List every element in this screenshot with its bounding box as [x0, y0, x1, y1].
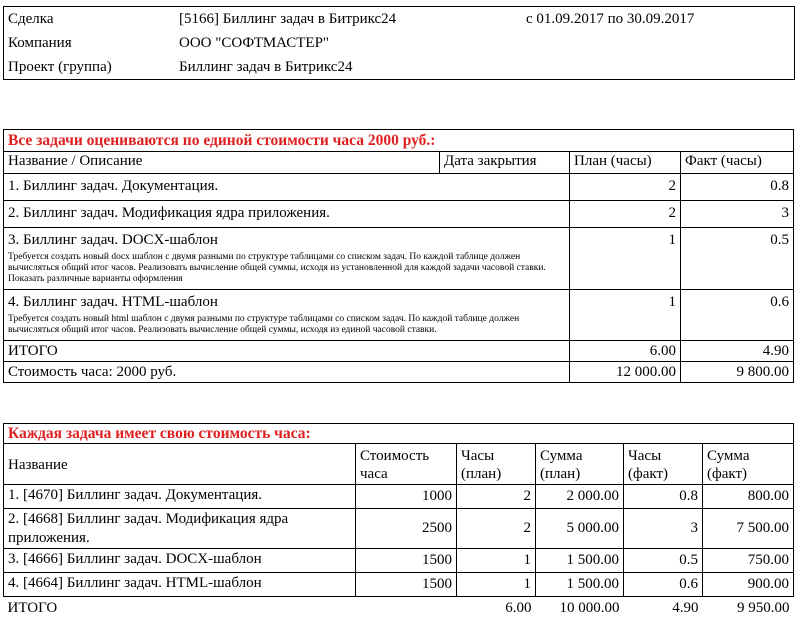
task-plan: 2 — [570, 201, 681, 228]
total-sum-plan: 10 000.00 — [559, 600, 620, 616]
task-sum-fact: 900.00 — [703, 573, 794, 597]
task-hours-plan: 1 — [457, 573, 536, 597]
task-rate: 1500 — [356, 573, 457, 597]
task-name: 2. [4668] Биллинг задач. Модификация ядра приложения. — [4, 509, 356, 549]
cost-label: Стоимость часа: 2000 руб. — [4, 362, 570, 383]
col-fact-hours: Факт (часы) — [681, 152, 794, 174]
task-rate: 1500 — [356, 549, 457, 573]
task-hours-fact: 0.6 — [624, 573, 703, 597]
task-plan: 2 — [570, 174, 681, 201]
table-row — [4, 201, 794, 228]
total-row — [4, 341, 794, 362]
task-sum-plan: 1 500.00 — [536, 549, 624, 573]
col-hours-plan: Часы (план) — [457, 444, 536, 485]
task-hours-plan: 2 — [457, 485, 536, 509]
task-name: 3. Биллинг задач. DOCX-шаблон Требуется создать новый docx шаблон с двумя разными по структуре таблицами со списком задач. По каждой таблице должен вычисляться общий итог часов. Реализовать вычисление общей суммы, исходя из установленной для каждой задачи часовой ставки. Показать различные варианты оформления — [4, 228, 570, 290]
single-rate-column-headers — [4, 152, 794, 174]
deal-label: Сделка — [8, 11, 54, 27]
task-plan: 1 — [570, 228, 681, 290]
table-row — [4, 228, 794, 290]
task-hours-plan: 1 — [457, 549, 536, 573]
task-hours-fact: 0.5 — [624, 549, 703, 573]
col-plan-hours: План (часы) — [570, 152, 681, 174]
col-hours-fact: Часы (факт) — [624, 444, 703, 485]
total-sum-fact: 9 950.00 — [737, 600, 790, 616]
col-sum-plan: Сумма (план) — [536, 444, 624, 485]
task-hours-fact: 3 — [624, 509, 703, 549]
task-name: 3. [4666] Биллинг задач. DOCX-шаблон — [4, 549, 356, 573]
total-label: ИТОГО — [7, 600, 58, 616]
project-value: Биллинг задач в Битрикс24 — [179, 59, 353, 75]
task-sum-plan: 2 000.00 — [536, 485, 624, 509]
task-rate: 1000 — [356, 485, 457, 509]
task-hours-plan: 2 — [457, 509, 536, 549]
cost-fact: 9 800.00 — [681, 362, 794, 383]
task-sum-plan: 5 000.00 — [536, 509, 624, 549]
task-sum-fact: 800.00 — [703, 485, 794, 509]
col-hour-rate: Стоимость часа — [356, 444, 457, 485]
task-description: Требуется создать новый html шаблон с двумя разными по структуре таблицами со списком задач. По каждой таблице должен вычисляться общий итог часов. Реализовать вычисление общей суммы, исходя из единой часовой ставки. — [8, 314, 520, 335]
task-fact: 3 — [681, 201, 794, 228]
task-fact: 0.5 — [681, 228, 794, 290]
task-sum-fact: 750.00 — [703, 549, 794, 573]
task-plan: 1 — [570, 290, 681, 341]
task-description: Требуется создать новый docx шаблон с двумя разными по структуре таблицами со списком задач. По каждой таблице должен вычисляться общий итог часов. Реализовать вычисление общей суммы, исходя из установленной для каждой задачи часовой ставки. Показать различные варианты оформления — [8, 252, 546, 284]
project-label: Проект (группа) — [8, 59, 112, 75]
task-name: 4. Биллинг задач. HTML-шаблон Требуется создать новый html шаблон с двумя разными по структуре таблицами со списком задач. По каждой таблице должен вычисляться общий итог часов. Реализовать вычисление общей суммы, исходя из единой часовой ставки. — [4, 290, 570, 341]
cost-row — [4, 362, 794, 383]
task-name: 4. [4664] Биллинг задач. HTML-шаблон — [4, 573, 356, 597]
total-row — [4, 597, 794, 620]
total-hours-fact: 4.90 — [672, 600, 699, 616]
single-rate-table — [3, 129, 794, 383]
task-fact: 0.6 — [681, 290, 794, 341]
deal-header — [3, 6, 795, 80]
per-task-column-headers — [4, 444, 794, 485]
company-value: ООО "СОФТМАСТЕР" — [179, 35, 330, 51]
task-name: 2. Биллинг задач. Модификация ядра приложения. — [4, 201, 570, 228]
col-name: Название — [4, 444, 356, 485]
company-label: Компания — [8, 35, 72, 51]
col-close-date: Дата закрытия — [440, 152, 570, 174]
total-label: ИТОГО — [4, 341, 570, 362]
task-fact: 0.8 — [681, 174, 794, 201]
task-sum-plan: 1 500.00 — [536, 573, 624, 597]
table-row — [4, 549, 794, 573]
table-row — [4, 485, 794, 509]
deal-value: [5166] Биллинг задач в Битрикс24 — [179, 11, 397, 27]
col-sum-fact: Сумма (факт) — [703, 444, 794, 485]
total-plan: 6.00 — [570, 341, 681, 362]
task-hours-fact: 0.8 — [624, 485, 703, 509]
table-row — [4, 573, 794, 597]
total-hours-plan: 6.00 — [505, 600, 532, 616]
task-sum-fact: 7 500.00 — [703, 509, 794, 549]
per-task-rate-table — [3, 423, 794, 619]
task-name: 1. [4670] Биллинг задач. Документация. — [4, 485, 356, 509]
table-row — [4, 174, 794, 201]
table-row — [4, 290, 794, 341]
task-name: 1. Биллинг задач. Документация. — [4, 174, 570, 201]
cost-plan: 12 000.00 — [570, 362, 681, 383]
task-rate: 2500 — [356, 509, 457, 549]
total-fact: 4.90 — [681, 341, 794, 362]
period: с 01.09.2017 по 30.09.2017 — [526, 11, 695, 27]
table-row — [4, 509, 794, 549]
col-name-desc: Название / Описание — [4, 152, 440, 174]
per-task-rate-title: Каждая задача имеет свою стоимость часа: — [4, 424, 794, 444]
single-rate-title: Все задачи оцениваются по единой стоимости часа 2000 руб.: — [4, 130, 794, 152]
